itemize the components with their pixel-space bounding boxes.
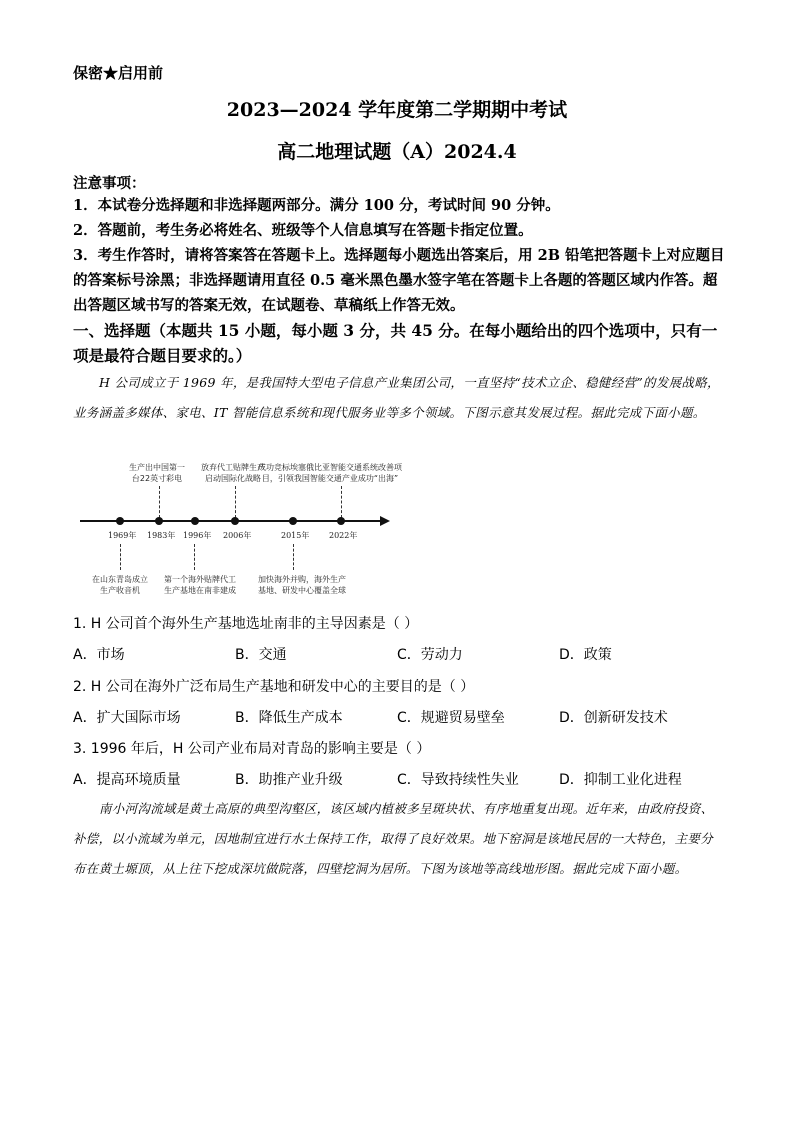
q2-option-c: C．规避贸易壁垒 [397, 710, 505, 726]
timeline-label-2006: 第一个海外贴牌代工 生产基地在南非建成 [164, 575, 236, 595]
timeline-arrow [380, 516, 390, 526]
timeline-dot [191, 517, 199, 525]
section-heading: 一、选择题（本题共 15 小题，每小题 3 分，共 45 分。在每小题给出的四个选项中，只有一项是最符合题目要求的。） [73, 321, 718, 365]
note-item-3: 3．考生作答时，请将答案答在答题卡上。选择题每小题选出答案后，用 2B 铅笔把答题卡上对应题目的答案标号涂黑；非选择题请用直径 0.5 毫米黑色墨水签字笔在答题卡上各题的答题区域内作答。超出答题区域书写的答案无效，在试题卷、草稿纸上作答无效。 [73, 247, 725, 314]
note-item-1: 1．本试卷分选择题和非选择题两部分。满分 100 分，考试时间 90 分钟。 [73, 197, 560, 214]
exam-title: 2023—2024 学年度第二学期期中考试 [226, 99, 568, 121]
q1-option-c: C．劳动力 [397, 647, 463, 663]
timeline-connector [293, 544, 294, 570]
note-item-2: 2．答题前，考生务必将姓名、班级等个人信息填写在答题卡指定位置。 [73, 222, 533, 239]
q2-option-b: B．降低生产成本 [235, 710, 343, 726]
q1-option-b: B．交通 [235, 647, 287, 663]
q3-option-c: C．导致持续性失业 [397, 772, 519, 788]
timeline-year: 1969年 [108, 531, 137, 540]
timeline-figure [75, 462, 402, 604]
timeline-dot [116, 517, 124, 525]
timeline-year: 1983年 [147, 531, 176, 540]
timeline-label-2015: 加快海外并购，海外生产 基地、研发中心覆盖全球 [258, 575, 346, 595]
timeline-connector [235, 486, 236, 518]
timeline-connector [194, 544, 195, 570]
timeline-dot [231, 517, 239, 525]
question-1: 1. H 公司首个海外生产基地选址南非的主导因素是（ ） [73, 616, 419, 632]
passage-1: H 公司成立于 1969 年，是我国特大型电子信息产业集团公司，一直坚持“技术立企、稳健经营”的发展战略，业务涵盖多媒体、家电、IT 智能信息系统和现代服务业等多个领域。下图示意其发展过程。据此完成下面小题。 [73, 375, 720, 420]
timeline-label-1983: 生产出中国第一 台22英寸彩电 [129, 463, 185, 483]
timeline-year: 1996年 [183, 531, 212, 540]
timeline-label-1969: 在山东青岛成立 生产收音机 [92, 575, 148, 595]
timeline-label-1996: 放弃代工贴牌生产 启动国际化战略 [201, 463, 265, 483]
timeline-connector [159, 486, 160, 518]
exam-subtitle: 高二地理试题（A）2024.4 [277, 141, 517, 163]
q2-option-d: D．创新研发技术 [559, 710, 668, 726]
timeline-label-2022: 成功竞标埃塞俄比亚智能交通系统改善项 目，引领我国智能交通产业成功“出海” [258, 463, 402, 483]
passage-2: 南小河沟流域是黄土高原的典型沟壑区，该区域内植被多呈斑块状、有序地重复出现。近年来，由政府投资、补偿，以小流域为单元，因地制宜进行水土保持工作，取得了良好效果。地下窑洞是该地民居的一大特色，主要分布在黄土塬顶，从上往下挖成深坑做院落，四壁挖洞为居所。下图为该地等高线地形图。据此完成下面小题。 [73, 801, 714, 876]
timeline-year: 2022年 [329, 531, 358, 540]
timeline-year: 2006年 [223, 531, 252, 540]
timeline-connector [341, 486, 342, 518]
timeline-dot [337, 517, 345, 525]
timeline-year: 2015年 [281, 531, 310, 540]
q1-option-a: A．市场 [73, 647, 125, 663]
q3-option-a: A．提高环境质量 [73, 772, 181, 788]
question-2: 2. H 公司在海外广泛布局生产基地和研发中心的主要目的是（ ） [73, 679, 475, 695]
confidential-mark: 保密★启用前 [73, 64, 164, 82]
q3-option-d: D．抑制工业化进程 [559, 772, 682, 788]
q1-option-d: D．政策 [559, 647, 612, 663]
q2-option-a: A．扩大国际市场 [73, 710, 181, 726]
timeline-dot [289, 517, 297, 525]
notes-heading: 注意事项： [73, 175, 146, 192]
question-3: 3. 1996 年后，H 公司产业布局对青岛的影响主要是（ ） [73, 741, 431, 757]
q3-option-b: B．助推产业升级 [235, 772, 343, 788]
timeline-dot [155, 517, 163, 525]
timeline-connector [120, 544, 121, 570]
